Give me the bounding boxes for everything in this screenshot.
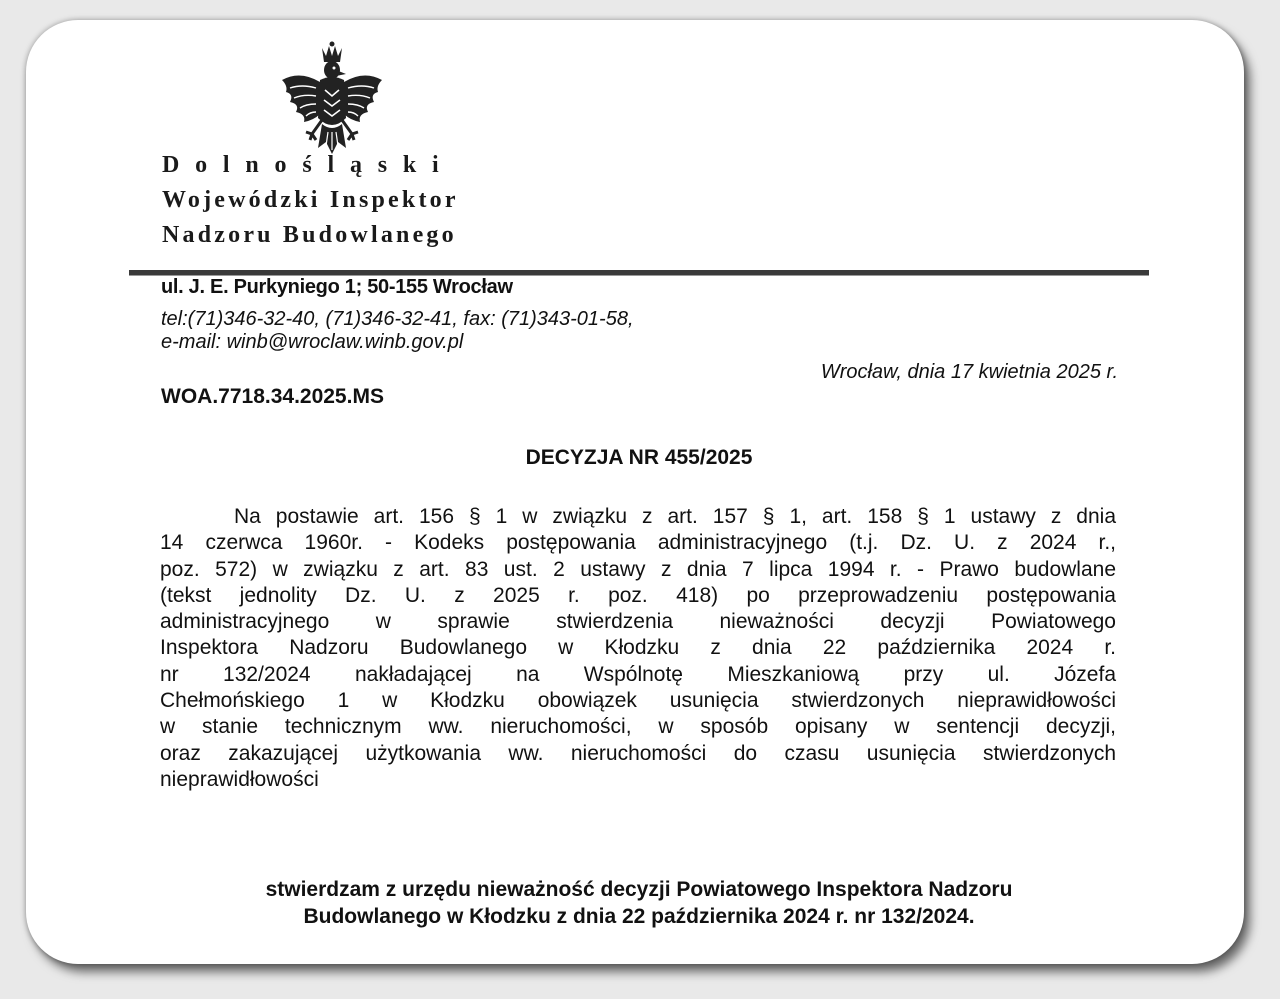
contact-address: ul. J. E. Purkyniego 1; 50-155 Wrocław	[161, 276, 513, 298]
decision-title: DECYZJA NR 455/2025	[525, 446, 753, 469]
document-date: Wrocław, dnia 17 kwietnia 2025 r.	[820, 361, 1118, 383]
polish-eagle-emblem-icon	[276, 40, 388, 160]
institution-name-line-1: Dolnośląski	[162, 152, 455, 178]
reference-number: WOA.7718.34.2025.MS	[161, 385, 384, 408]
conclusion-line-1: stwierdzam z urzędu nieważność decyzji Powiatowego Inspektora Nadzoru	[265, 878, 1013, 901]
institution-name-line-3: Nadzoru Budowlanego	[162, 222, 457, 248]
decision-conclusion	[26, 876, 1244, 930]
document-page	[26, 20, 1244, 964]
body-line: w stanie technicznym ww. nieruchomości, w sposób opisany w sentencji decyzji,	[160, 715, 1116, 739]
decision-body	[160, 504, 1116, 793]
body-line: oraz zakazującej użytkowania ww. nieruchomości do czasu usunięcia stwierdzonych	[160, 741, 1116, 765]
body-line: nr 132/2024 nakładającej na Wspólnotę Mieszkaniową przy ul. Józefa	[160, 662, 1116, 686]
body-line: Chełmońskiego 1 w Kłodzku obowiązek usunięcia stwierdzonych nieprawidłowości	[160, 689, 1116, 713]
body-line: (tekst jednolity Dz. U. z 2025 r. poz. 418) po przeprowadzeniu postępowania	[160, 583, 1116, 607]
body-line: Inspektora Nadzoru Budowlanego w Kłodzku z dnia 22 października 2024 r.	[160, 636, 1116, 660]
body-line: administracyjnego w sprawie stwierdzenia nieważności decyzji Powiatowego	[160, 610, 1116, 634]
contact-phone-fax: tel:(71)346-32-40, (71)346-32-41, fax: (71)343-01-58,	[161, 308, 634, 330]
body-line: Na postawie art. 156 § 1 w związku z art. 157 § 1, art. 158 § 1 ustawy z dnia	[234, 505, 1116, 528]
body-line: poz. 572) w związku z art. 83 ust. 2 ustawy z dnia 7 lipca 1994 r. - Prawo budowlane	[160, 557, 1116, 581]
conclusion-line-2: Budowlanego w Kłodzku z dnia 22 października 2024 r. nr 132/2024.	[303, 905, 975, 928]
contact-email: e-mail: winb@wroclaw.winb.gov.pl	[161, 331, 464, 353]
institution-name-line-2: Wojewódzki Inspektor	[162, 187, 459, 213]
body-line: 14 czerwca 1960r. - Kodeks postępowania administracyjnego (t.j. Dz. U. z 2024 r.,	[160, 531, 1116, 555]
body-line: nieprawidłowości	[160, 767, 319, 791]
